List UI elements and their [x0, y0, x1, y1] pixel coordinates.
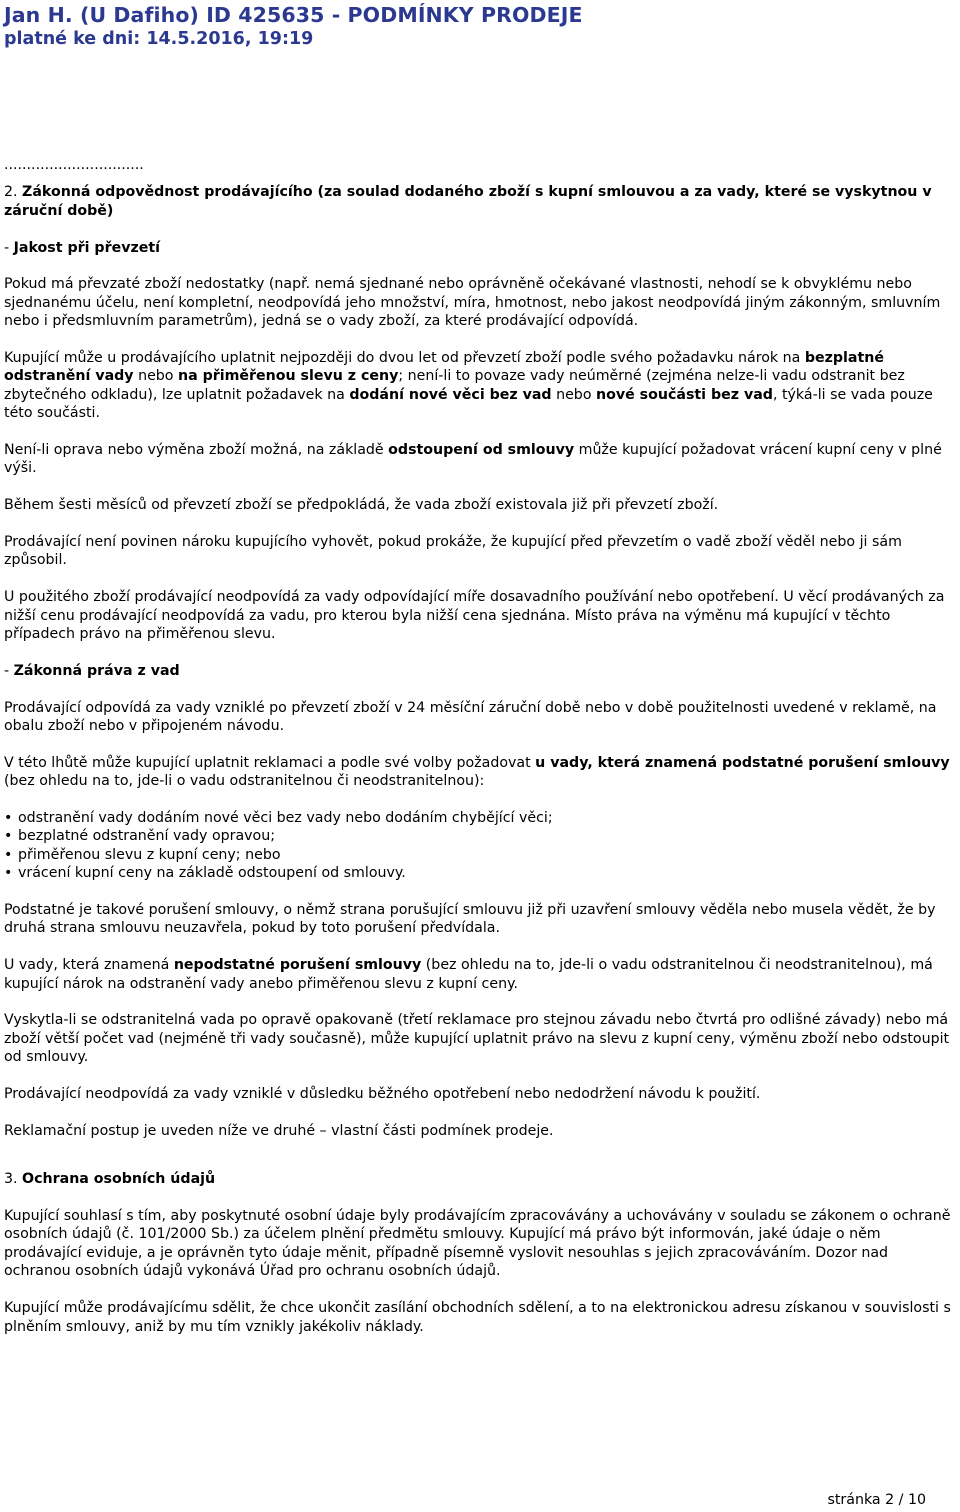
list-item: • vrácení kupní ceny na základě odstoupení od smlouvy.: [4, 864, 956, 882]
bold-run: u vady, která znamená podstatné porušení smlouvy: [535, 754, 950, 771]
paragraph: Podstatné je takové porušení smlouvy, o němž strana porušující smlouvu již při uzavření smlouvy věděla nebo musela vědět, že by druhá strana smlouvu neuzavřela, pokud by toto porušení předvídala.: [4, 902, 936, 937]
subheading-text: Zákonná práva z vad: [13, 662, 180, 679]
subheading-text: Jakost při převzetí: [13, 239, 160, 256]
section-3-heading: [4, 1170, 956, 1188]
section-2-heading: [4, 183, 956, 220]
section-number: 3.: [4, 1171, 23, 1188]
text-run: (bez ohledu na to, jde-li o vadu odstranitelnou či neodstranitelnou):: [4, 773, 485, 790]
paragraph: U použitého zboží prodávající neodpovídá za vady odpovídající míře dosavadního používání nebo opotřebení. U věcí prodávaných za nižší cenu prodávající neodpovídá za vadu, pro kterou byla nižší cena sjednána. Místo práva na výměnu má kupující v těchto případech právo na přiměřenou slevu.: [4, 589, 945, 643]
document-body: [4, 156, 956, 1354]
bold-run: odstoupení od smlouvy: [388, 442, 575, 459]
bold-run: bezplatné odstranění vady: [4, 350, 884, 385]
paragraph: [4, 754, 956, 791]
paragraph: Pokud má převzaté zboží nedostatky (např. nemá sjednané nebo oprávněně očekávané vlastnosti, nehodí se k obvyklému nebo sjednanému účelu, není kompletní, neodpovídá jeho množství, míra, hmotnost, nebo jakost neodpovídá jiným zákonným, smluvním nebo i předsmluvním parametrům), jedná se o vady zboží, za které prodávající odpovídá.: [4, 276, 941, 330]
text-run: ; není-li to povaze vady neúměrné (zejména nelze-li vadu odstranit bez zbytečného odkladu), lze uplatnit požadavek na: [4, 368, 905, 403]
text-run: , týká-li se vada pouze této součásti.: [4, 386, 933, 422]
paragraph: Kupující může prodávajícímu sdělit, že chce ukončit zasílání obchodních sdělení, a to na elektronickou adresu získanou v souvislosti s plněním smlouvy, aniž by mu tím vznikly jakékoliv náklady.: [4, 1300, 951, 1335]
subheading-quality: [4, 239, 956, 257]
bold-run: nové součásti bez vad: [596, 386, 773, 403]
paragraph: Prodávající odpovídá za vady vzniklé po převzetí zboží v 24 měsíční záruční době nebo v době použitelnosti uvedené v reklamě, na obalu zboží nebo v připojeném návodu.: [4, 699, 937, 735]
bold-run: na přiměřenou slevu z ceny: [178, 368, 399, 385]
page-number: stránka 2 / 10: [827, 1492, 926, 1508]
bold-run: nepodstatné porušení smlouvy: [173, 957, 422, 974]
subheading-prefix: -: [4, 239, 14, 256]
validity-date: platné ke dni: 14.5.2016, 19:19: [4, 29, 314, 49]
text-run: V této lhůtě může kupující uplatnit reklamaci a podle své volby požadovat: [4, 754, 536, 771]
bold-run: dodání nové věci bez vad: [349, 386, 552, 403]
text-run: nebo: [133, 368, 178, 385]
document-title: Jan H. (U Dafiho) ID 425635 - PODMÍNKY PRODEJE: [4, 3, 583, 27]
remedies-list: [4, 809, 956, 883]
section-title: Ochrana osobních údajů: [22, 1171, 216, 1188]
paragraph: Kupující souhlasí s tím, aby poskytnuté osobní údaje byly prodávajícím zpracovávány a uchovávány v souladu se zákonem o ochraně osobních údajů (č. 101/2000 Sb.) za účelem plnění předmětu smlouvy. Kupující má právo být informován, jaké údaje o něm prodávající eviduje, a je oprávněn tyto údaje měnit, případně písemně vyslovit nesouhlas s jejich zpracováváním. Dozor nad ochranou osobních údajů vykonává Úřad pro ochranu osobních údajů.: [4, 1208, 951, 1280]
section-number: 2.: [4, 184, 23, 201]
page-header: [4, 2, 583, 50]
text-run: U vady, která znamená: [4, 957, 174, 974]
text-run: nebo: [551, 386, 597, 403]
text-run: (bez ohledu na to, jde-li o vadu odstranitelnou či neodstranitelnou), má kupující nárok na odstranění vady anebo přiměřenou slevu z kupní ceny.: [4, 957, 933, 992]
paragraph: Prodávající neodpovídá za vady vzniklé v důsledku běžného opotřebení nebo nedodržení návodu k použití.: [4, 1086, 761, 1103]
paragraph: [4, 956, 956, 993]
subheading-legal-rights: [4, 662, 956, 680]
list-item: • bezplatné odstranění vady opravou;: [4, 827, 956, 845]
paragraph: Reklamační postup je uveden níže ve druhé – vlastní části podmínek prodeje.: [4, 1122, 554, 1139]
list-item: • přiměřenou slevu z kupní ceny; nebo: [4, 846, 956, 864]
subheading-prefix: -: [4, 662, 14, 679]
paragraph: Vyskytla-li se odstranitelná vada po opravě opakovaně (třetí reklamace pro stejnou závadu nebo čtvrtá pro odlišné závady) nebo má zboží větší počet vad (nejméně tři vady současně), může kupující uplatnit právo na slevu z kupní ceny, výměnu zboží nebo odstoupit od smlouvy.: [4, 1012, 950, 1066]
text-run: Není-li oprava nebo výměna zboží možná, na základě: [4, 442, 389, 459]
text-run: Kupující může u prodávajícího uplatnit nejpozději do dvou let od převzetí zboží podle svého požadavku nárok na: [4, 350, 805, 367]
ellipsis-separator: ...............................: [4, 157, 144, 173]
paragraph: [4, 441, 956, 478]
paragraph: Prodávající není povinen nároku kupujícího vyhovět, pokud prokáže, že kupující před převzetím o vadě zboží věděl nebo ji sám způsobil.: [4, 534, 902, 569]
paragraph: [4, 349, 956, 423]
list-item: • odstranění vady dodáním nové věci bez vady nebo dodáním chybějící věci;: [4, 809, 956, 827]
text-run: může kupující požadovat vrácení kupní ceny v plné výši.: [4, 442, 942, 477]
paragraph: Během šesti měsíců od převzetí zboží se předpokládá, že vada zboží existovala již při převzetí zboží.: [4, 497, 719, 514]
section-title: Zákonná odpovědnost prodávajícího (za soulad dodaného zboží s kupní smlouvou a za vady, které se vyskytnou v záruční době): [4, 184, 932, 219]
